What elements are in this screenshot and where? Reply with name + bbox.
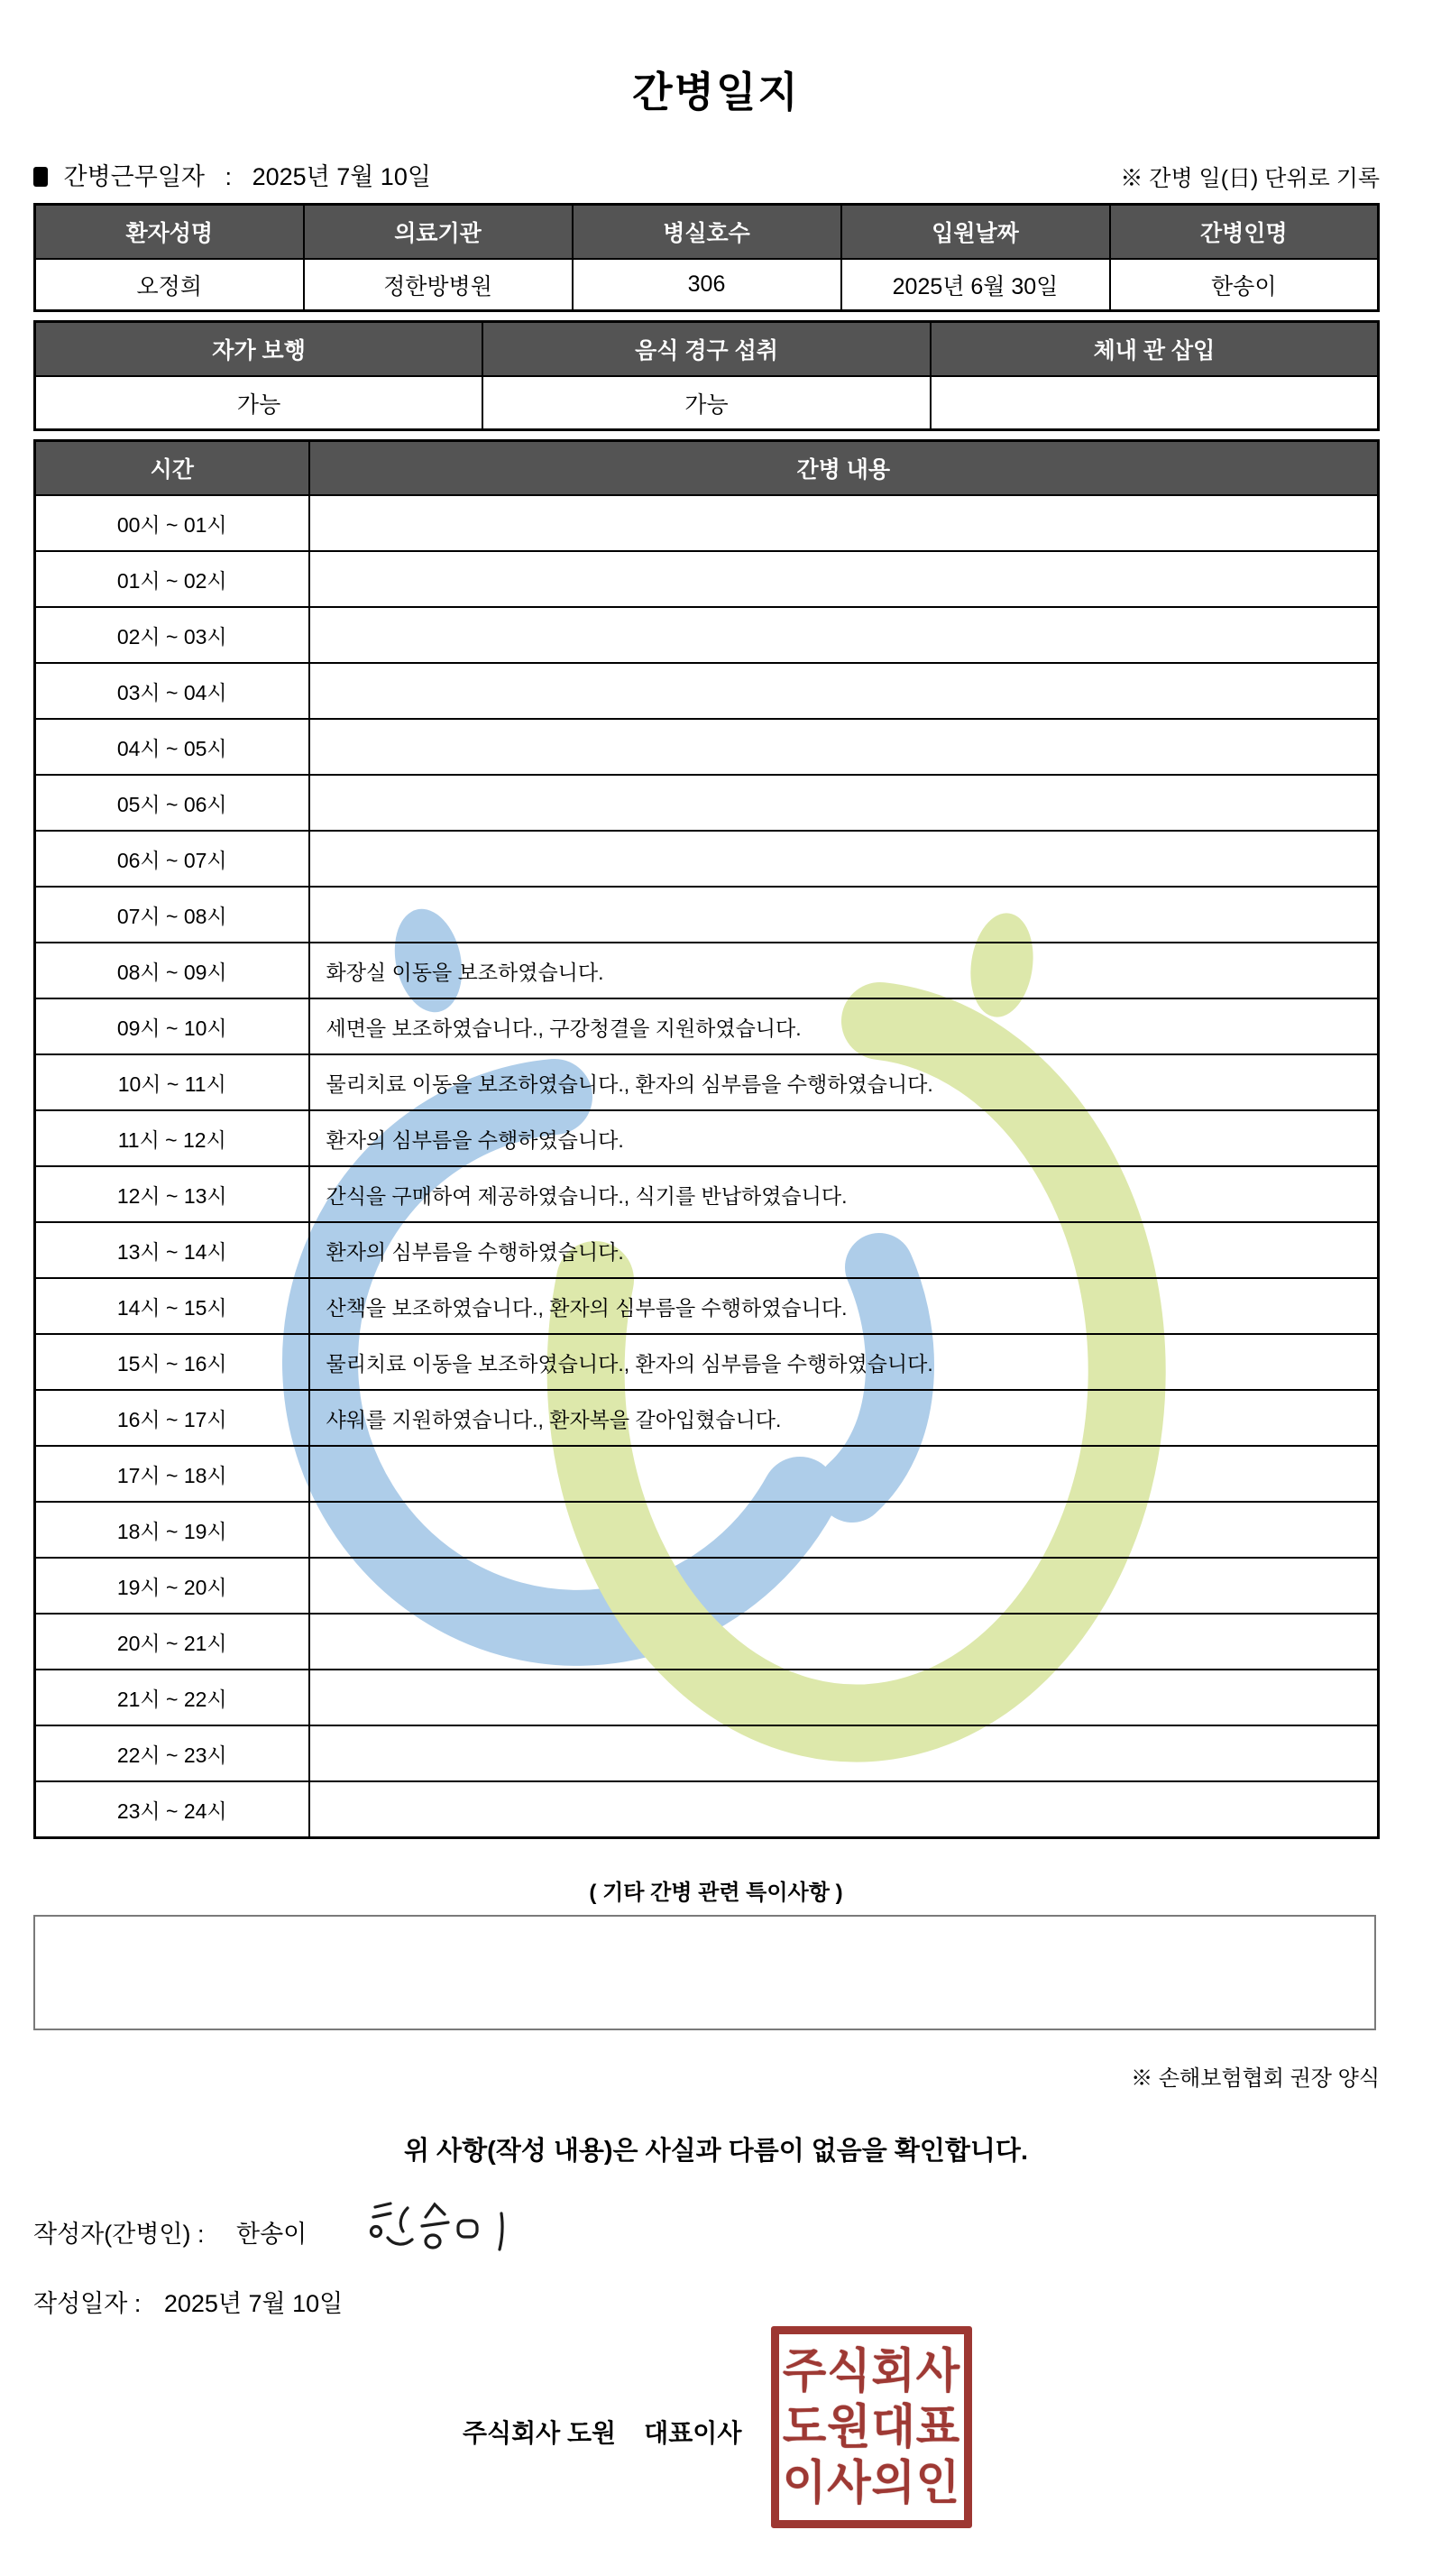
header-caregiver-name: 간병인명 [1110,205,1379,260]
care-log-time-cell: 02시 ~ 03시 [35,607,309,663]
care-log-time-cell: 03시 ~ 04시 [35,663,309,719]
care-log-row [35,1222,1379,1278]
care-log-time-cell: 07시 ~ 08시 [35,887,309,943]
care-log-content-cell [309,775,1379,831]
header-room-number: 병실호수 [573,205,841,260]
care-log-row [35,1670,1379,1725]
care-log-header-row [35,441,1379,496]
care-log-content-cell: 세면을 보조하였습니다., 구강청결을 지원하였습니다. [309,998,1379,1054]
header-admission-date: 입원날짜 [841,205,1110,260]
care-log-row [35,607,1379,663]
care-log-content-cell: 물리치료 이동을 보조하였습니다., 환자의 심부름을 수행하였습니다. [309,1334,1379,1390]
written-date-value: 2025년 7월 10일 [163,2290,344,2317]
value-medical-institution: 정한방병원 [304,259,573,311]
care-log-time-cell: 13시 ~ 14시 [35,1222,309,1278]
care-log-row [35,887,1379,943]
care-log-time-cell: 19시 ~ 20시 [35,1558,309,1614]
care-log-content-cell: 화장실 이동을 보조하였습니다. [309,943,1379,998]
care-log-content-cell [309,607,1379,663]
care-log-time-cell: 09시 ~ 10시 [35,998,309,1054]
care-log-time-cell: 18시 ~ 19시 [35,1502,309,1558]
confirmation-statement: 위 사항(작성 내용)은 사실과 다름이 없음을 확인합니다. [403,2137,1029,2166]
company-ceo-line: 주식회사 도원 대표이사 [463,2419,742,2447]
handwritten-signature [361,2194,523,2266]
unit-note: ※ 간병 일(日) 단위로 기록 [1120,166,1380,191]
care-log-row [35,1054,1379,1110]
care-log-row [35,831,1379,887]
care-log-time-cell: 00시 ~ 01시 [35,495,309,551]
care-log-time-cell: 05시 ~ 06시 [35,775,309,831]
care-log-time-cell: 06시 ~ 07시 [35,831,309,887]
care-log-content-cell [309,1781,1379,1838]
care-log-row [35,1725,1379,1781]
care-log-content-cell [309,1670,1379,1725]
written-date-line [33,2284,343,2319]
notes-section-label: ( 기타 간병 관련 특이사항 ) [589,1881,843,1905]
care-log-row [35,775,1379,831]
care-log-row [35,1558,1379,1614]
care-log-row [35,663,1379,719]
writer-line [33,2214,307,2249]
care-log-content-cell: 환자의 심부름을 수행하였습니다. [309,1110,1379,1166]
care-log-time-cell: 22시 ~ 23시 [35,1725,309,1781]
value-admission-date: 2025년 6월 30일 [841,259,1110,311]
header-care-content: 간병 내용 [309,441,1379,496]
care-log-content-cell [309,887,1379,943]
value-room-number: 306 [573,259,841,311]
status-value-row [35,376,1379,430]
care-log-time-cell: 16시 ~ 17시 [35,1390,309,1446]
care-log-content-cell [309,1502,1379,1558]
patient-info-table [33,203,1380,312]
black-square-bullet-icon [33,167,48,187]
care-log-content-cell [309,663,1379,719]
care-log-content-cell [309,1558,1379,1614]
care-log-time-cell: 11시 ~ 12시 [35,1110,309,1166]
work-date-value: 2025년 7월 10일 [252,163,431,190]
care-log-time-cell: 15시 ~ 16시 [35,1334,309,1390]
header-oral-intake: 음식 경구 섭취 [482,322,931,377]
care-log-row [35,1614,1379,1670]
care-log-row [35,719,1379,775]
care-log-time-cell: 20시 ~ 21시 [35,1614,309,1670]
stamp-line-1: 주식회사 [782,2344,961,2398]
value-self-walking: 가능 [35,376,483,430]
patient-info-value-row [35,259,1379,311]
care-log-time-cell: 10시 ~ 11시 [35,1054,309,1110]
care-log-time-cell: 23시 ~ 24시 [35,1781,309,1838]
care-log-time-cell: 14시 ~ 15시 [35,1278,309,1334]
corporate-seal-stamp [771,2326,972,2528]
care-log-time-cell: 17시 ~ 18시 [35,1446,309,1502]
notes-box [33,1915,1376,2030]
page-title: 간병일지 [632,69,800,115]
care-log-body [35,495,1379,1838]
status-header-row [35,322,1379,377]
care-log-content-cell [309,551,1379,607]
writer-name: 한송이 [236,2221,308,2248]
care-log-content-cell: 환자의 심부름을 수행하였습니다. [309,1222,1379,1278]
care-log-content-cell: 간식을 구매하여 제공하였습니다., 식기를 반납하였습니다. [309,1166,1379,1222]
patient-status-table [33,320,1380,431]
written-date-label: 작성일자 : [33,2290,142,2317]
work-date-colon: : [211,163,246,190]
care-log-time-cell: 21시 ~ 22시 [35,1670,309,1725]
stamp-line-2: 도원대표 [782,2400,961,2454]
care-log-content-cell: 물리치료 이동을 보조하였습니다., 환자의 심부름을 수행하였습니다. [309,1054,1379,1110]
care-log-row [35,1278,1379,1334]
care-log-row [35,1334,1379,1390]
care-log-content-cell [309,1446,1379,1502]
care-log-row [35,998,1379,1054]
care-log-row [35,943,1379,998]
header-internal-tube: 체내 관 삽입 [931,322,1379,377]
value-internal-tube [931,376,1379,430]
care-log-table [33,439,1380,1839]
care-log-time-cell: 04시 ~ 05시 [35,719,309,775]
care-log-row [35,551,1379,607]
care-log-time-cell: 01시 ~ 02시 [35,551,309,607]
care-log-content-cell: 산책을 보조하였습니다., 환자의 심부름을 수행하였습니다. [309,1278,1379,1334]
work-date-label: 간병근무일자 [63,163,206,190]
care-log-content-cell [309,719,1379,775]
care-log-content-cell [309,831,1379,887]
writer-label: 작성자(간병인) : [33,2221,205,2248]
header-time: 시간 [35,441,309,496]
care-log-row [35,495,1379,551]
care-log-content-cell [309,495,1379,551]
care-log-content-cell [309,1614,1379,1670]
header-self-walking: 자가 보행 [35,322,483,377]
care-log-row [35,1110,1379,1166]
care-log-content-cell [309,1725,1379,1781]
form-note: ※ 손해보험협회 권장 양식 [1131,2066,1380,2091]
care-log-time-cell: 12시 ~ 13시 [35,1166,309,1222]
header-medical-institution: 의료기관 [304,205,573,260]
care-log-row [35,1166,1379,1222]
care-log-row [35,1781,1379,1838]
stamp-line-3: 이사의인 [782,2456,961,2510]
work-date-line [33,157,431,192]
value-oral-intake: 가능 [482,376,931,430]
care-log-time-cell: 08시 ~ 09시 [35,943,309,998]
value-caregiver-name: 한송이 [1110,259,1379,311]
patient-info-header-row [35,205,1379,260]
value-patient-name: 오정희 [35,259,304,311]
header-patient-name: 환자성명 [35,205,304,260]
care-log-row [35,1390,1379,1446]
care-log-row [35,1502,1379,1558]
care-log-content-cell: 샤워를 지원하였습니다., 환자복을 갈아입혔습니다. [309,1390,1379,1446]
care-log-row [35,1446,1379,1502]
